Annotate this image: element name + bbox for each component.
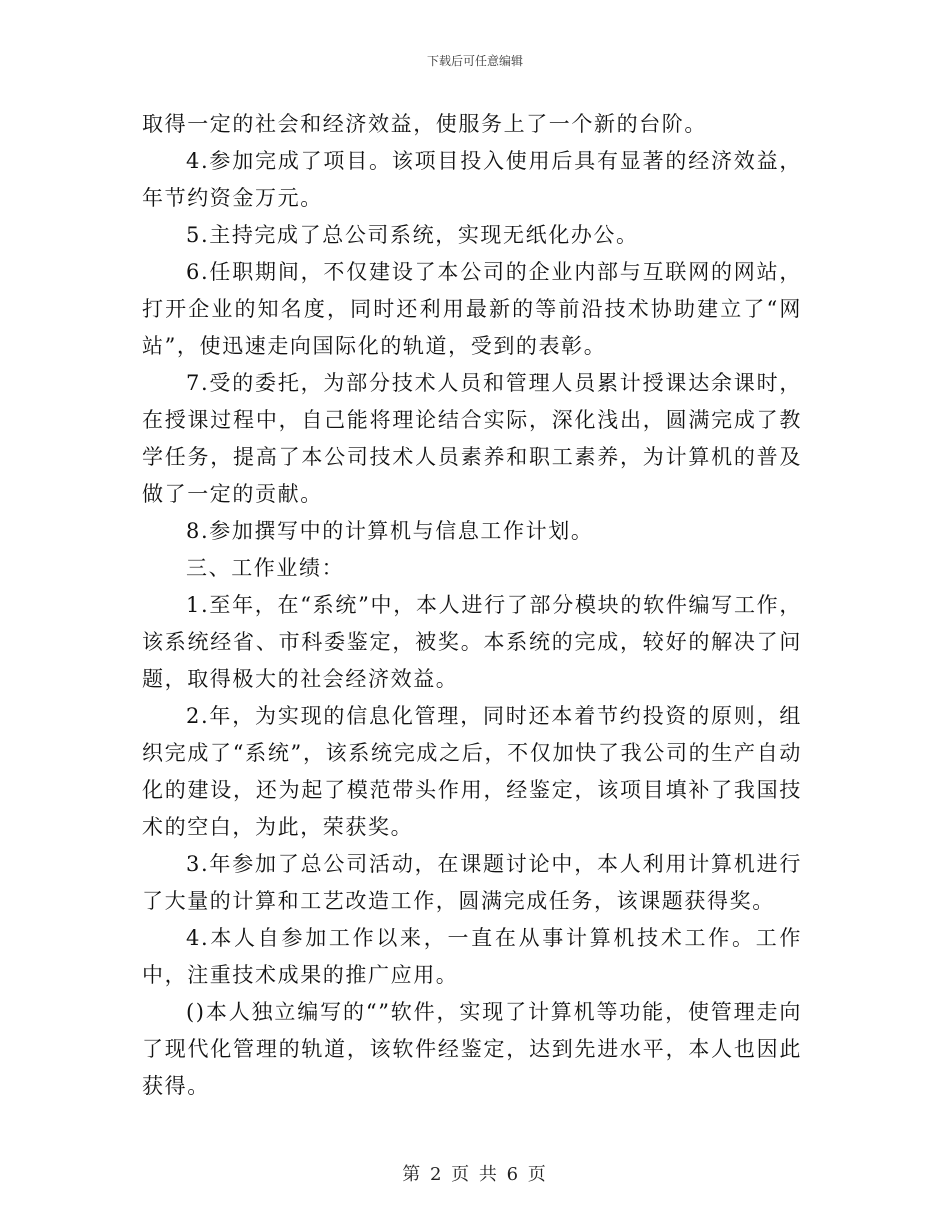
paragraph: 取得一定的社会和经济效益，使服务上了一个新的台阶。 — [142, 112, 707, 136]
paragraph: 2.年，为实现的信息化管理，同时还本着节约投资的原则，组织完成了“系统”，该系统完成之后，不仅加快了我公司的生产自动化的建设，还为起了模范带头作用，经鉴定，该项目填补了我国技术的空白，为此，荣获奖。 — [142, 704, 802, 839]
paragraph: 6.任职期间，不仅建设了本公司的企业内部与互联网的网站，打开企业的知名度，同时还利用最新的等前沿技术协助建立了“网站”，使迅速走向国际化的轨道，受到的表彰。 — [142, 260, 802, 358]
paragraph: 1.至年，在“系统”中，本人进行了部分模块的软件编写工作，该系统经省、市科委鉴定，被奖。本系统的完成，较好的解决了问题，取得极大的社会经济效益。 — [142, 593, 802, 691]
paragraph: 7.受的委托，为部分技术人员和管理人员累计授课达余课时，在授课过程中，自己能将理论结合实际，深化浅出，圆满完成了教学任务，提高了本公司技术人员素养和职工素养，为计算机的普及做了一定的贡献。 — [142, 371, 802, 506]
paragraph: 3.年参加了总公司活动，在课题讨论中，本人利用计算机进行了大量的计算和工艺改造工作，圆满完成任务，该课题获得奖。 — [142, 852, 802, 913]
section-heading: 三、工作业绩： — [186, 556, 345, 580]
document-body — [142, 106, 802, 1105]
paragraph: 4.本人自参加工作以来，一直在从事计算机技术工作。工作中，注重技术成果的推广应用。 — [142, 926, 802, 987]
page-header: 下载后可任意编辑 — [426, 54, 523, 68]
paragraph: 8.参加撰写中的计算机与信息工作计划。 — [186, 519, 594, 543]
page-footer: 第 2 页 共 6 页 — [402, 1164, 548, 1185]
paragraph: 4.参加完成了项目。该项目投入使用后具有显著的经济效益，年节约资金万元。 — [142, 149, 802, 210]
paragraph: 5.主持完成了总公司系统，实现无纸化办公。 — [186, 223, 639, 247]
paragraph: ()本人独立编写的“”软件，实现了计算机等功能，使管理走向了现代化管理的轨道，该软件经鉴定，达到先进水平，本人也因此获得。 — [142, 1000, 802, 1098]
